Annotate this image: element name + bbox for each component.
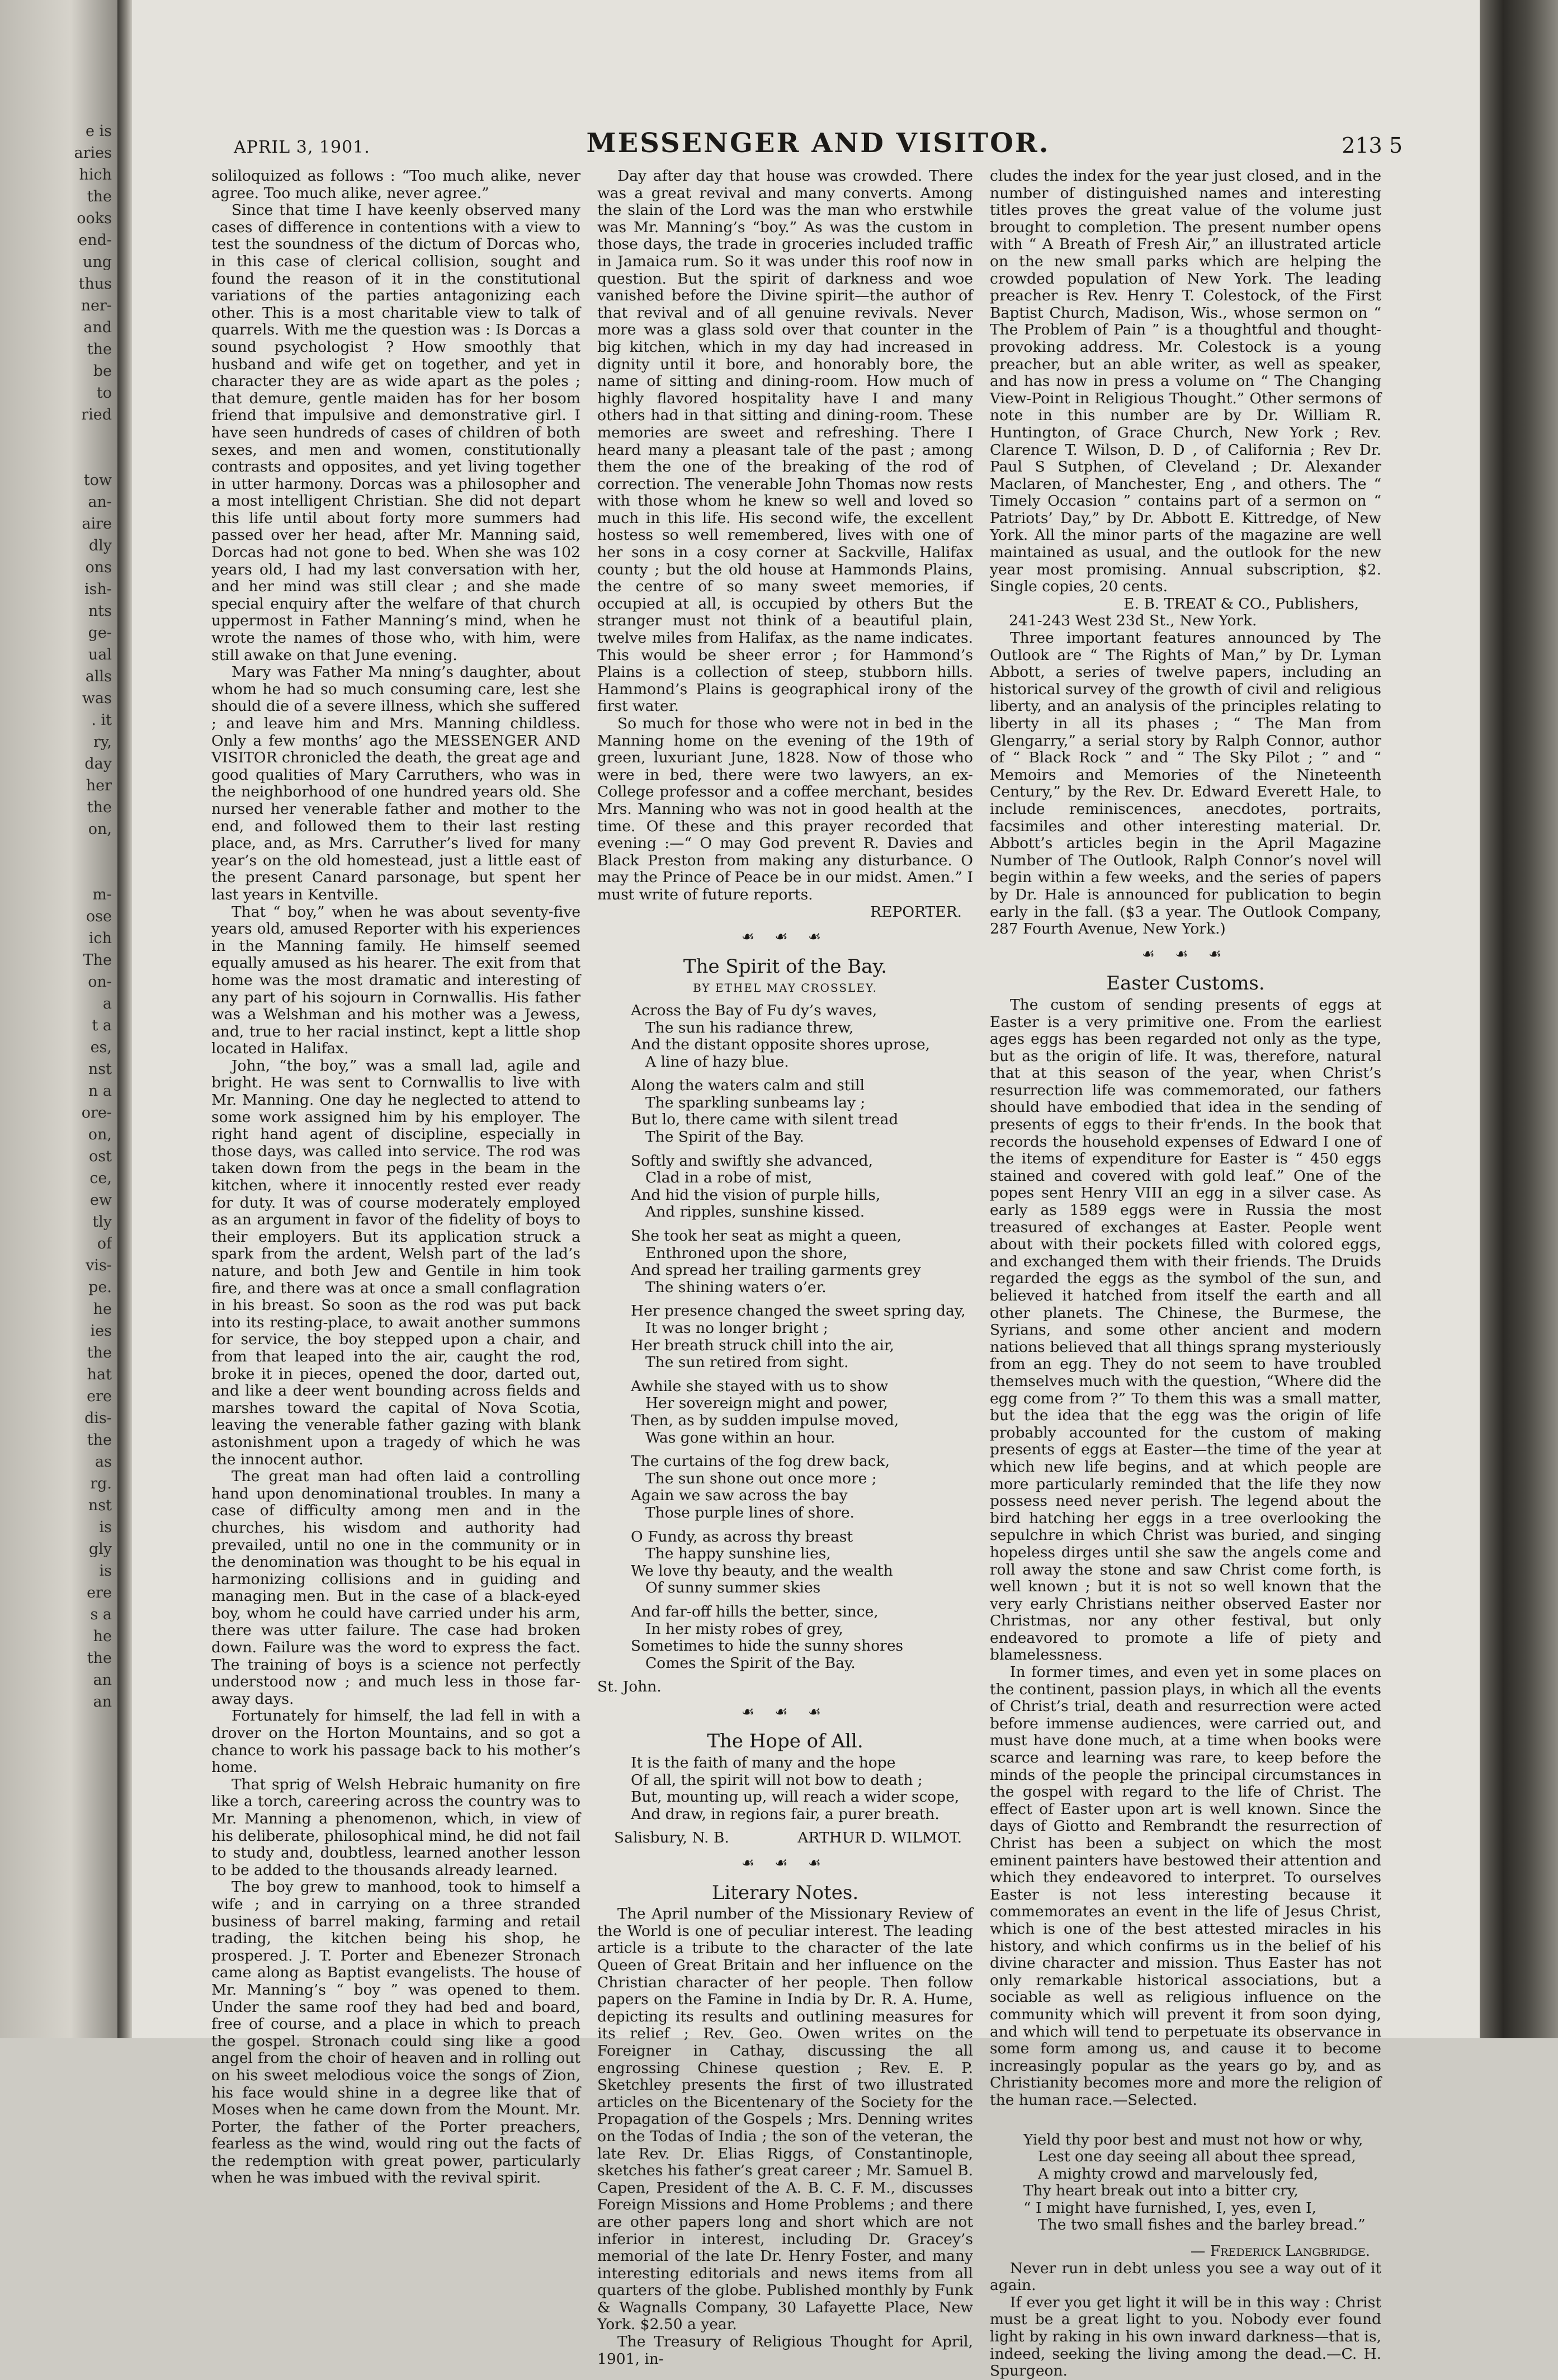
paragraph: cludes the index for the year just closed, and in the number of distinguished names and interesting titles proves the great value of the volume just brought to completion. The present number opens with “ A Breath of Fresh Air,” an illustrated article on the new small parks which are helping the crowded population of New York. The leading preacher is Rev. Henry T. Colestock, of the First Baptist Church, Madison, Wis., whose sermon on “ The Problem of Pain ” is a thoughtful and thought-provoking address. Mr. Colestock is a young preacher, but an able writer, as well as speaker, and has now in press a volume on “ The Changing View-Point in Religious Thought.” Other sermons of note in this number are by Dr. William R. Huntington, of Grace Church, New York ; Rev. Clarence T. Wilson, D. D , of California ; Rev Dr. Paul S Sutphen, of Cleveland ; Dr. Alexander Maclaren, of Manchester, Eng , and others. The “ Timely Occasion ” contains part of a sermon on “ Patriots’ Day,” by Dr. Abbott E. Kittredge, of New York. All the minor parts of the magazine are well maintained as usual, and the outlook for the new year most promising. Annual subscription, $2. Single copies, 20 cents.	[990, 167, 1381, 596]
poem-line: We love thy beauty, and the wealth	[631, 1562, 893, 1580]
poem-line: Then, as by sudden impulse moved,	[631, 1411, 899, 1429]
poem-author: ARTHUR D. WILMOT.	[797, 1829, 962, 1847]
section-title-literary-notes: Literary Notes.	[711, 1881, 859, 1904]
ornament-divider: ☙ ☙ ☙	[741, 1703, 829, 1721]
poem-place: Salisbury, N. B.	[614, 1829, 729, 1847]
poem-stanza	[631, 1002, 973, 1071]
poem-line: And spread her trailing garments grey	[631, 1261, 921, 1279]
poem-line: The two small fishes and the barley bread.”	[1038, 2216, 1366, 2234]
poem-line: O Fundy, as across thy breast	[631, 1528, 853, 1545]
poem-line: And ripples, sunshine kissed.	[645, 1203, 865, 1221]
page-edge	[1480, 0, 1558, 2038]
poem-attribution	[597, 1830, 973, 1847]
poem-hope-of-all	[631, 1755, 973, 1823]
poem-line: Of sunny summer skies	[645, 1579, 821, 1597]
poem-line: Yield thy poor best and must not how or why,	[1023, 2131, 1363, 2148]
poem-stanza	[631, 1153, 973, 1221]
poem-line: And far-off hills the better, since,	[631, 1603, 879, 1620]
poem-line: The happy sunshine lies,	[645, 1545, 831, 1563]
poem-line: The sun his radiance threw,	[645, 1019, 854, 1036]
paragraph: The great man had often laid a controlling hand upon denominational troubles. In many a case of difficulty among men and in the churches, his wisdom and authority had prevailed, until no one in the community or in the denomination was thought to be his equal in harmonizing collisions and in guiding and managing men. But in the case of a black-eyed boy, whom he could have carried under his arm, there was utter failure. The case had broken down. Failure was the word to express the fact. The training of boys is a science not perfectly understood now ; and much less in those far-away days.	[211, 1468, 580, 1708]
publisher-address: 241-243 West 23d St., New York.	[1009, 612, 1257, 630]
poem-line: But lo, there came with silent tread	[631, 1111, 899, 1129]
poem-place: St. John.	[597, 1678, 662, 1696]
paragraph: Day after day that house was crowded. There was a great revival and many converts. Among the slain of the Lord was the man who erstwhile was Mr. Manning’s “boy.” As was the custom in those days, the trade in groceries included traffic in Jamaica rum. So it was under this roof now in question. But the spirit of darkness and woe vanished before the Divine spirit—the author of that revival and of all genuine revivals. Never more was a glass sold over that counter in the big kitchen, which in my day had increased in dignity until it bore, and honorably bore, the name of sitting and dining-room. How much of highly flavored hospitality have I and many others had in that sitting and dining-room. These memories are sweet and refreshing. There I heard many a pleasant tale of the past ; among them the one of the breaking of the rod of correction. The venerable John Thomas now rests with those whom he knew so well and loved so much in this life. His second wife, the excellent hostess so well remembered, lives with one of her sons in a cosy corner at Sackville, Halifax county ; but the old house at Hammonds Plains, the centre of so many sweet memories, if occupied at all, is occupied by others But the stranger must not think of a beautiful plain, twelve miles from Halifax, as the name indicates. This would be sheer error ; for Hammond’s Plains is a collection of steep, stubborn hills. Hammond’s Plains is geographical irony of the first water.	[597, 167, 973, 715]
poem-line: Her presence changed the sweet spring day,	[631, 1302, 966, 1320]
paragraph: If ever you get light it will be in this way : Christ must be a great light to you. Nobody ever found light by raking in his own inward darkness—that is, indeed, seeking the living among the dead.—C. H. Spurgeon.	[990, 2293, 1381, 2380]
paragraph: That “ boy,” when he was about seventy-five years old, amused Reporter with his experiences in the Manning family. He himself seemed equally amused as his hearer. The exit from that home was the most dramatic and interesting of any part of his sojourn in Cornwallis. His father was a Welshman and his mother was a Jewess, and, true to her racial instinct, kept a little shop located in Halifax.	[211, 903, 580, 1058]
poem-line: Enthroned upon the shore,	[645, 1244, 848, 1262]
poem-yield-thy-poor-best	[1023, 2132, 1381, 2235]
issue-date: APRIL 3, 1901.	[234, 138, 370, 157]
poem-title-spirit-of-the-bay: The Spirit of the Bay.	[683, 955, 887, 978]
paragraph: In former times, and even yet in some places on the continent, passion plays, in which all the events of Christ’s trial, death and resurrection were acted before immense audiences, were carried out, and must have done much, at a time when books were scarce and learning was rare, to keep before the minds of the people the principal circumstances in the gospel with regard to the life of Christ. The effect of Easter upon art is well known. Since the days of Giotto and Rembrandt the resurrection of Christ has been a subject on which the most eminent painters have bestowed their attention and which they endeavored to interpret. To ourselves Easter is not less interesting because it commemorates an event in the life of Jesus Christ, which is one of the best attested miracles in his history, and which confirms us in the belief of his divine character and mission. Thus Easter has not only remarkable historical associations, but a sociable as well as religious influence on the community which will prevent it from soon dying, and which will tend to perpetuate its observance in some form among us, and cause it to become increasingly popular as the years go by, and as Christianity becomes more and more the religion of the human race.—Selected.	[990, 1663, 1381, 2109]
column-2	[597, 168, 973, 2368]
publisher-line: E. B. TREAT & CO., Publishers,	[1123, 595, 1359, 612]
poem-line: And hid the vision of purple hills,	[631, 1186, 881, 1204]
poem-line: But, mounting up, will reach a wider scope,	[631, 1788, 960, 1806]
poem-line: Lest one day seeing all about thee spread,	[1038, 2148, 1356, 2166]
poem-line: Along the waters calm and still	[631, 1077, 865, 1095]
poem-stanza	[631, 1077, 973, 1146]
column-1	[211, 168, 580, 2187]
paragraph: Fortunately for himself, the lad fell in with a drover on the Horton Mountains, and so got a chance to work his passage back to his mother’s home.	[211, 1707, 580, 1776]
ornament-divider: ☙ ☙ ☙	[741, 1855, 829, 1872]
paragraph: So much for those who were not in bed in the Manning home on the evening of the 19th of green, luxuriant June, 1828. Now of those who were in bed, there were two lawyers, an ex-College professor and a coffee merchant, besides Mrs. Manning who was not in good health at the time. Of these and this prayer recorded that evening :—“ O may God prevent R. Davies and Black Preston from making any disturbance. O may the Prince of Peace be in our midst. Amen.” I must write of future reports.	[597, 715, 973, 903]
paragraph: Since that time I have keenly observed many cases of difference in contentions with a view to test the soundness of the dictum of Dorcas who, in this case of clerical collision, sought and found the reason of it in the constitutional variations of the parties antagonizing each other. This is a most charitable view to talk of quarrels. With me the question was : Is Dorcas a sound psychologist ? How smoothly that husband and wife get on together, and yet in character they are as wide apart as the poles ; that demure, gentle maiden has for her bosom friend that impulsive and demonstrative girl. I have seen hundreds of cases of children of both sexes, and men and women, constitutionally contrasts and opposites, and yet living together in utter harmony. Dorcas was a philosopher and a most intelligent Christian. She did not depart this life until about forty more summers had passed over her head, after Mr. Manning said, Dorcas had not gone to bed. When she was 102 years old, I had my last conversation with her, and her mind was still clear ; and she made special enquiry after the welfare of that church uppermost in Father Manning’s mind, when he wrote the names of those who, with him, were still awake on that June evening.	[211, 201, 580, 664]
ornament-divider: ☙ ☙ ☙	[741, 929, 829, 946]
poem-line: A line of hazy blue.	[645, 1053, 789, 1071]
poem-line: Clad in a robe of mist,	[645, 1169, 813, 1187]
poem-line: Thy heart break out into a bitter cry,	[1023, 2182, 1299, 2200]
poem-line: Again we saw across the bay	[631, 1487, 848, 1505]
poem-line: It was no longer bright ;	[645, 1319, 828, 1337]
section-title-easter-customs: Easter Customs.	[1106, 972, 1265, 995]
paragraph: Mary was Father Ma nning’s daughter, about whom he had so much consuming care, lest she should die of a severe illness, which she suffered ; and leave him and Mrs. Manning childless. Only a few months’ ago the MESSENGER AND VISITOR chronicled the death, the great age and good qualities of Mary Carruthers, who was in the neighborhood of one hundred years old. She nursed her venerable father and mother to the end, and followed them to their last resting place, and, as Mrs. Carruther’s lived for many year’s on the old homestead, just a little east of the present Canard parsonage, but spent her last years in Kentville.	[211, 663, 581, 903]
paragraph: Never run in debt unless you see a way out of it again.	[990, 2259, 1381, 2294]
poem-author: — Frederick Langbridge.	[1190, 2242, 1370, 2260]
poem-line: The sun retired from sight.	[645, 1354, 849, 1372]
facing-page-fragments: e is aries hich the ooks end- ung thus ner- and the be to ried tow an- aire dly ons ish- nts ge- ual alls was . it ry, day her the on, m- ose ich The on- a t a es, nst n a ore- on, ost ce, ew tly of vis- pe. he ies the hat ere dis- the as rg. nst is gly is ere s a he the an an	[74, 122, 112, 1710]
poem-stanza	[631, 1378, 973, 1446]
poem-line: “ I might have furnished, I, yes, even I,	[1023, 2199, 1316, 2217]
paragraph: The Treasury of Religious Thought for April, 1901, in-	[597, 2333, 973, 2368]
poem-line: Awhile she stayed with us to show	[631, 1377, 889, 1395]
poem-line: Of all, the spirit will not bow to death ;	[631, 1771, 923, 1789]
poem-line: The shining waters o’er.	[645, 1278, 827, 1296]
page-number: 213 5	[1342, 133, 1403, 158]
column-3	[990, 168, 1381, 2380]
poem-line: Comes the Spirit of the Bay.	[645, 1654, 856, 1672]
paragraph: That sprig of Welsh Hebraic humanity on fire like a torch, careering across the country was to Mr. Manning a phenomenon, which, in view of his deliberate, philosophical mind, he did not fail to study and, doubtless, learned another lesson to be added to the thousands already learned.	[211, 1775, 580, 1879]
poem-line: She took her seat as might a queen,	[631, 1227, 902, 1245]
poem-line: Softly and swiftly she advanced,	[631, 1152, 874, 1170]
masthead-title: MESSENGER AND VISITOR.	[586, 128, 1050, 159]
poem-stanza	[631, 1228, 973, 1296]
poem-line: The sun shone out once more ;	[645, 1469, 877, 1487]
poem-line: Her sovereign might and power,	[645, 1394, 888, 1412]
ornament-divider: ☙ ☙ ☙	[1141, 945, 1230, 963]
signature: REPORTER.	[870, 903, 962, 921]
poem-stanza	[631, 1453, 973, 1521]
facing-page-strip	[0, 0, 117, 2038]
paragraph: soliloquized as follows : “Too much alike, never agree. Too much alike, never agree.”	[211, 167, 580, 202]
poem-byline: BY ETHEL MAY CROSSLEY.	[693, 981, 877, 995]
poem-line: Her breath struck chill into the air,	[631, 1336, 895, 1354]
paragraph: The boy grew to manhood, took to himself a wife ; and in carrying on a three stranded business of barrel making, farming and retail trading, the kitchen being his shop, he prospered. J. T. Porter and Ebenezer Stronach came along as Baptist evangelists. The house of Mr. Manning’s “ boy ” was opened to them. Under the same roof they had bed and board, free of course, and a place in which to preach the gospel. Stronach could sing like a good angel from the choir of heaven and in rolling out on his sweet melodious voice the songs of Zion, his face would shine in a degree like that of Moses when he came down from the Mount. Mr. Porter, the father of the Porter preachers, fearless as the wind, would ring out the facts of the redemption with great power, particularly when he was imbued with the revival spirit.	[211, 1878, 580, 2187]
poem-spirit-of-the-bay	[597, 1002, 973, 1672]
poem-line: The Spirit of the Bay.	[645, 1128, 804, 1146]
poem-line: Sometimes to hide the sunny shores	[631, 1637, 904, 1655]
poem-line: Was gone within an hour.	[645, 1429, 835, 1446]
poem-stanza	[631, 1604, 973, 1672]
book-spine	[117, 0, 132, 2038]
poem-line: The curtains of the fog drew back,	[631, 1453, 890, 1471]
poem-line: Across the Bay of Fu dy’s waves,	[631, 1001, 877, 1019]
poem-stanza	[631, 1529, 973, 1597]
poem-line: And the distant opposite shores uprose,	[631, 1036, 931, 1054]
page-header	[234, 128, 1403, 161]
poem-line: Those purple lines of shore.	[645, 1504, 854, 1521]
poem-line: It is the faith of many and the hope	[631, 1754, 896, 1772]
poem-line: In her misty robes of grey,	[645, 1620, 843, 1638]
poem-line: The sparkling sunbeams lay ;	[645, 1094, 866, 1111]
poem-stanza	[631, 1303, 973, 1371]
poem-line: And draw, in regions fair, a purer breath.	[631, 1805, 939, 1823]
paragraph: John, “the boy,” was a small lad, agile and bright. He was sent to Cornwallis to live with Mr. Manning. One day he neglected to attend to some work assigned him by his employer. The right hand agent of discipline, especially in those days, was called into service. The rod was taken down from the pegs in the beam in the kitchen, where it innocently rested ever ready for duty. It was of course moderately employed as an argument in favor of the fidelity of boys to their employers. But its application struck a spark from the ardent, Welsh part of the lad’s nature, and both Jew and Gentile in him took fire, and there was at once a small conflagration in his breast. So soon as the rod was put back into its resting-place, to await another summons for service, the boy stepped upon a chair, and from that leaped into the air, caught the rod, broke it in pieces, opened the door, darted out, and like a deer went bounding across fields and marshes toward the capital of Nova Scotia, leaving the venerable father gazing with blank astonishment upon a tragedy of which he was the innocent author.	[211, 1057, 580, 1468]
paragraph: Three important features announced by The Outlook are “ The Rights of Man,” by Dr. Lyman Abbott, a series of twelve papers, including an historical survey of the growth of civil and religious liberty, and an analysis of the principles relating to liberty in all its phases ; “ The Man from Glengarry,” a serial story by Ralph Connor, author of “ Black Rock ” and “ The Sky Pilot ; ” and “ Memoirs and Memories of the Nineteenth Century,” by the Rev. Dr. Edward Everett Hale, to include reminiscences, anecdotes, portraits, facsimiles and other interesting material. Dr. Abbott’s articles begin in the April Magazine Number of The Outlook, Ralph Connor’s novel will begin within a few weeks, and the series of papers by Dr. Hale is announced for publication to begin early in the fall. ($3 a year. The Outlook Company, 287 Fourth Avenue, New York.)	[990, 629, 1381, 938]
paragraph: The April number of the Missionary Review of the World is one of peculiar interest. The leading article is a tribute to the character of the late Queen of Great Britain and her influence on the Christian character of her people. Then follow papers on the Famine in India by Dr. R. A. Hume, depicting its results and outlining measures for its relief ; Rev. Geo. Owen writes on the Foreigner in Cathay, discussing the all engrossing Chinese question ; Rev. E. P. Sketchley presents the first of two illustrated articles on the Bicentenary of the Society for the Propagation of the Gospels ; Mrs. Denning writes on the Todas of India ; the son of the veteran, the late Rev. Dr. Elias Riggs, of Constantinople, sketches his father’s great career ; Mr. Samuel B. Capen, President of the A. B. C. F. M., discusses Foreign Missions and Home Problems ; and there are other papers long and short which are not inferior in interest, including Dr. Gracey’s memorial of the late Dr. Henry Foster, and many interesting editorials and news items from all quarters of the globe. Published monthly by Funk & Wagnalls Company, 30 Lafayette Place, New York. $2.50 a year.	[597, 1905, 973, 2334]
poem-line: A mighty crowd and marvelously fed,	[1038, 2165, 1319, 2183]
paragraph: The custom of sending presents of eggs at Easter is a very primitive one. From the earliest ages eggs has been regarded not only as the type, but as the origin of life. It was, therefore, natural that at this season of the year, when Christ’s resurrection life was commemorated, our fathers should have embodied that idea in the sending of presents of eggs to their fr'ends. In the book that records the household expenses of Edward I one of the items of expenditure for Easter is “ 450 eggs stained and covered with gold leaf.” One of the popes sent Henry VIII an egg in a silver case. As early as 1589 eggs were in Russia the most treasured of exchanges at Easter. People went about with their pockets filled with colored eggs, and exchanged them with their friends. The Druids regarded the eggs as the symbol of the sun, and believed it hatched from itself the earth and all other planets. The Chinese, the Burmese, the Syrians, and some other ancient and modern nations believed that all things sprang mysteriously from an egg. They do not seem to have troubled themselves much with the question, “Where did the egg come from ?” To them this was a small matter, but the idea that the egg was the origin of life probably accounted for the custom of making presents of eggs at Easter—the time of the year at which new life begins, and at which people are more particularly reminded that the life they now possess need never perish. The legend about the bird hatching her eggs in a tree overlooking the sepulchre in which Christ was buried, and singing hopeless dirges until she saw the angels come and roll away the stone and saw Christ come forth, is well known ; but it is not so well known that the very early Christians neither observed Easter nor Christmas, nor any other festival, but only endeavored to promote a life of piety and blamelessness.	[990, 996, 1381, 1664]
poem-title-hope-of-all: The Hope of All.	[707, 1730, 863, 1753]
